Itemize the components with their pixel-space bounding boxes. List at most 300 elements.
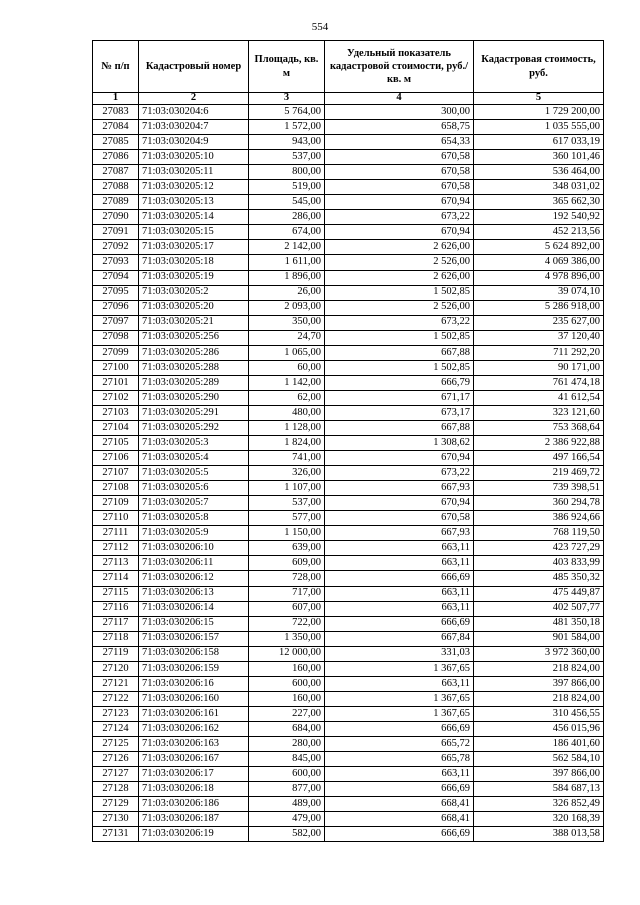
row-number-cell: 27107 <box>93 466 139 481</box>
table-row <box>93 360 604 375</box>
cadastral-number-cell: 71:03:030205:292 <box>139 420 249 435</box>
row-number-cell: 27122 <box>93 691 139 706</box>
area-cell: 480,00 <box>249 405 325 420</box>
row-number-cell: 27130 <box>93 812 139 827</box>
specific-value-cell: 2 526,00 <box>325 300 474 315</box>
cadastral-value-cell: 423 727,29 <box>474 541 604 556</box>
cadastral-number-cell: 71:03:030206:12 <box>139 571 249 586</box>
cadastral-value-cell: 761 474,18 <box>474 375 604 390</box>
area-cell: 24,70 <box>249 330 325 345</box>
row-number-cell: 27085 <box>93 135 139 150</box>
area-cell: 1 065,00 <box>249 345 325 360</box>
row-number-cell: 27092 <box>93 240 139 255</box>
specific-value-cell: 1 367,65 <box>325 661 474 676</box>
area-cell: 280,00 <box>249 736 325 751</box>
cadastral-value-cell: 320 168,39 <box>474 812 604 827</box>
cadastral-value-cell: 739 398,51 <box>474 481 604 496</box>
table-row <box>93 466 604 481</box>
cadastral-number-cell: 71:03:030205:18 <box>139 255 249 270</box>
specific-value-cell: 673,22 <box>325 466 474 481</box>
table-row <box>93 812 604 827</box>
cadastral-value-table <box>92 40 604 842</box>
cadastral-number-cell: 71:03:030205:19 <box>139 270 249 285</box>
area-cell: 326,00 <box>249 466 325 481</box>
cadastral-number-cell: 71:03:030205:14 <box>139 210 249 225</box>
table-row <box>93 150 604 165</box>
specific-value-cell: 666,69 <box>325 571 474 586</box>
cadastral-number-cell: 71:03:030206:14 <box>139 601 249 616</box>
cadastral-number-cell: 71:03:030205:8 <box>139 511 249 526</box>
area-cell: 1 896,00 <box>249 270 325 285</box>
row-number-cell: 27091 <box>93 225 139 240</box>
area-cell: 639,00 <box>249 541 325 556</box>
specific-value-cell: 666,79 <box>325 375 474 390</box>
area-cell: 1 107,00 <box>249 481 325 496</box>
cadastral-value-cell: 397 866,00 <box>474 767 604 782</box>
cadastral-number-cell: 71:03:030205:15 <box>139 225 249 240</box>
cadastral-value-cell: 768 119,50 <box>474 526 604 541</box>
table-row <box>93 180 604 195</box>
specific-value-cell: 667,88 <box>325 345 474 360</box>
area-cell: 62,00 <box>249 390 325 405</box>
cadastral-number-cell: 71:03:030205:13 <box>139 195 249 210</box>
cadastral-value-cell: 753 368,64 <box>474 420 604 435</box>
cadastral-value-cell: 219 469,72 <box>474 466 604 481</box>
area-cell: 160,00 <box>249 691 325 706</box>
cadastral-value-cell: 562 584,10 <box>474 752 604 767</box>
table-row <box>93 300 604 315</box>
specific-value-cell: 673,17 <box>325 405 474 420</box>
area-cell: 489,00 <box>249 797 325 812</box>
cadastral-number-cell: 71:03:030205:288 <box>139 360 249 375</box>
header-specific-value: Удельный показатель кадастровой стоимости, руб./кв. м <box>325 41 474 93</box>
cadastral-value-cell: 475 449,87 <box>474 586 604 601</box>
cadastral-value-cell: 3 972 360,00 <box>474 646 604 661</box>
area-cell: 728,00 <box>249 571 325 586</box>
area-cell: 5 764,00 <box>249 105 325 120</box>
specific-value-cell: 663,11 <box>325 676 474 691</box>
row-number-cell: 27106 <box>93 451 139 466</box>
cadastral-value-cell: 1 729 200,00 <box>474 105 604 120</box>
row-number-cell: 27115 <box>93 586 139 601</box>
area-cell: 1 824,00 <box>249 436 325 451</box>
column-number: 2 <box>139 93 249 105</box>
table-row <box>93 797 604 812</box>
specific-value-cell: 658,75 <box>325 120 474 135</box>
cadastral-value-cell: 456 015,96 <box>474 721 604 736</box>
specific-value-cell: 300,00 <box>325 105 474 120</box>
area-cell: 607,00 <box>249 601 325 616</box>
cadastral-number-cell: 71:03:030205:7 <box>139 496 249 511</box>
cadastral-value-cell: 186 401,60 <box>474 736 604 751</box>
area-cell: 2 093,00 <box>249 300 325 315</box>
cadastral-number-cell: 71:03:030205:17 <box>139 240 249 255</box>
row-number-cell: 27116 <box>93 601 139 616</box>
cadastral-number-cell: 71:03:030205:20 <box>139 300 249 315</box>
row-number-cell: 27105 <box>93 436 139 451</box>
specific-value-cell: 663,11 <box>325 601 474 616</box>
cadastral-value-cell: 711 292,20 <box>474 345 604 360</box>
row-number-cell: 27127 <box>93 767 139 782</box>
cadastral-value-cell: 2 386 922,88 <box>474 436 604 451</box>
cadastral-value-cell: 192 540,92 <box>474 210 604 225</box>
table-row <box>93 721 604 736</box>
table-row <box>93 330 604 345</box>
cadastral-number-cell: 71:03:030206:167 <box>139 752 249 767</box>
cadastral-number-cell: 71:03:030206:18 <box>139 782 249 797</box>
specific-value-cell: 1 502,85 <box>325 360 474 375</box>
table-row <box>93 420 604 435</box>
specific-value-cell: 665,78 <box>325 752 474 767</box>
table-row <box>93 782 604 797</box>
row-number-cell: 27104 <box>93 420 139 435</box>
row-number-cell: 27131 <box>93 827 139 842</box>
cadastral-number-cell: 71:03:030205:2 <box>139 285 249 300</box>
header-row-number: № п/п <box>93 41 139 93</box>
row-number-cell: 27111 <box>93 526 139 541</box>
table-row <box>93 706 604 721</box>
column-number: 4 <box>325 93 474 105</box>
cadastral-number-cell: 71:03:030205:3 <box>139 436 249 451</box>
specific-value-cell: 1 308,62 <box>325 436 474 451</box>
table-row <box>93 676 604 691</box>
specific-value-cell: 670,58 <box>325 165 474 180</box>
row-number-cell: 27108 <box>93 481 139 496</box>
table-row <box>93 105 604 120</box>
table-row <box>93 691 604 706</box>
specific-value-cell: 673,22 <box>325 210 474 225</box>
cadastral-number-cell: 71:03:030205:4 <box>139 451 249 466</box>
cadastral-number-cell: 71:03:030206:13 <box>139 586 249 601</box>
cadastral-number-cell: 71:03:030206:19 <box>139 827 249 842</box>
specific-value-cell: 1 367,65 <box>325 691 474 706</box>
cadastral-value-cell: 1 035 555,00 <box>474 120 604 135</box>
row-number-cell: 27100 <box>93 360 139 375</box>
cadastral-value-cell: 218 824,00 <box>474 661 604 676</box>
area-cell: 286,00 <box>249 210 325 225</box>
cadastral-value-cell: 348 031,02 <box>474 180 604 195</box>
cadastral-number-cell: 71:03:030206:11 <box>139 556 249 571</box>
cadastral-value-cell: 617 033,19 <box>474 135 604 150</box>
specific-value-cell: 666,69 <box>325 827 474 842</box>
cadastral-value-cell: 310 456,55 <box>474 706 604 721</box>
table-row <box>93 631 604 646</box>
table-row <box>93 541 604 556</box>
cadastral-number-cell: 71:03:030205:289 <box>139 375 249 390</box>
area-cell: 160,00 <box>249 661 325 676</box>
row-number-cell: 27121 <box>93 676 139 691</box>
area-cell: 800,00 <box>249 165 325 180</box>
cadastral-number-cell: 71:03:030204:6 <box>139 105 249 120</box>
cadastral-value-cell: 4 069 386,00 <box>474 255 604 270</box>
page-number: 554 <box>311 21 329 33</box>
cadastral-value-cell: 326 852,49 <box>474 797 604 812</box>
table-row <box>93 285 604 300</box>
table-row <box>93 827 604 842</box>
specific-value-cell: 668,41 <box>325 797 474 812</box>
specific-value-cell: 1 367,65 <box>325 706 474 721</box>
cadastral-value-cell: 218 824,00 <box>474 691 604 706</box>
area-cell: 1 611,00 <box>249 255 325 270</box>
cadastral-number-cell: 71:03:030205:11 <box>139 165 249 180</box>
row-number-cell: 27114 <box>93 571 139 586</box>
row-number-cell: 27124 <box>93 721 139 736</box>
specific-value-cell: 1 502,85 <box>325 285 474 300</box>
column-number: 5 <box>474 93 604 105</box>
header-area: Площадь, кв. м <box>249 41 325 93</box>
cadastral-number-cell: 71:03:030205:290 <box>139 390 249 405</box>
specific-value-cell: 663,11 <box>325 586 474 601</box>
area-cell: 1 142,00 <box>249 375 325 390</box>
table-row <box>93 225 604 240</box>
specific-value-cell: 667,84 <box>325 631 474 646</box>
row-number-cell: 27119 <box>93 646 139 661</box>
area-cell: 582,00 <box>249 827 325 842</box>
specific-value-cell: 667,88 <box>325 420 474 435</box>
row-number-cell: 27088 <box>93 180 139 195</box>
cadastral-value-cell: 536 464,00 <box>474 165 604 180</box>
area-cell: 943,00 <box>249 135 325 150</box>
row-number-cell: 27125 <box>93 736 139 751</box>
table-row <box>93 345 604 360</box>
area-cell: 674,00 <box>249 225 325 240</box>
cadastral-number-cell: 71:03:030206:186 <box>139 797 249 812</box>
cadastral-value-cell: 235 627,00 <box>474 315 604 330</box>
cadastral-number-cell: 71:03:030206:160 <box>139 691 249 706</box>
table-row <box>93 481 604 496</box>
area-cell: 545,00 <box>249 195 325 210</box>
table-row <box>93 135 604 150</box>
row-number-cell: 27086 <box>93 150 139 165</box>
table-row <box>93 752 604 767</box>
specific-value-cell: 666,69 <box>325 721 474 736</box>
area-cell: 609,00 <box>249 556 325 571</box>
row-number-cell: 27103 <box>93 405 139 420</box>
area-cell: 1 128,00 <box>249 420 325 435</box>
area-cell: 1 350,00 <box>249 631 325 646</box>
row-number-cell: 27087 <box>93 165 139 180</box>
cadastral-number-cell: 71:03:030206:157 <box>139 631 249 646</box>
area-cell: 26,00 <box>249 285 325 300</box>
table-row <box>93 511 604 526</box>
cadastral-value-cell: 397 866,00 <box>474 676 604 691</box>
table-row <box>93 195 604 210</box>
specific-value-cell: 666,69 <box>325 616 474 631</box>
cadastral-value-cell: 402 507,77 <box>474 601 604 616</box>
table-row <box>93 255 604 270</box>
specific-value-cell: 331,03 <box>325 646 474 661</box>
row-number-cell: 27113 <box>93 556 139 571</box>
cadastral-value-cell: 901 584,00 <box>474 631 604 646</box>
cadastral-value-cell: 90 171,00 <box>474 360 604 375</box>
area-cell: 537,00 <box>249 496 325 511</box>
specific-value-cell: 670,58 <box>325 150 474 165</box>
row-number-cell: 27120 <box>93 661 139 676</box>
row-number-cell: 27094 <box>93 270 139 285</box>
area-cell: 12 000,00 <box>249 646 325 661</box>
table-body <box>93 105 604 842</box>
row-number-cell: 27102 <box>93 390 139 405</box>
table-row <box>93 586 604 601</box>
cadastral-number-cell: 71:03:030205:5 <box>139 466 249 481</box>
row-number-cell: 27112 <box>93 541 139 556</box>
row-number-cell: 27109 <box>93 496 139 511</box>
cadastral-value-cell: 5 286 918,00 <box>474 300 604 315</box>
table-row <box>93 375 604 390</box>
row-number-cell: 27090 <box>93 210 139 225</box>
specific-value-cell: 670,94 <box>325 496 474 511</box>
header-cadastral-number: Кадастровый номер <box>139 41 249 93</box>
specific-value-cell: 666,69 <box>325 782 474 797</box>
cadastral-number-cell: 71:03:030205:9 <box>139 526 249 541</box>
specific-value-cell: 667,93 <box>325 526 474 541</box>
table-row <box>93 661 604 676</box>
specific-value-cell: 670,94 <box>325 195 474 210</box>
column-number-row <box>93 93 604 105</box>
table-row <box>93 571 604 586</box>
cadastral-value-cell: 39 074,10 <box>474 285 604 300</box>
row-number-cell: 27118 <box>93 631 139 646</box>
specific-value-cell: 667,93 <box>325 481 474 496</box>
cadastral-number-cell: 71:03:030205:256 <box>139 330 249 345</box>
row-number-cell: 27097 <box>93 315 139 330</box>
area-cell: 684,00 <box>249 721 325 736</box>
area-cell: 577,00 <box>249 511 325 526</box>
specific-value-cell: 665,72 <box>325 736 474 751</box>
area-cell: 717,00 <box>249 586 325 601</box>
area-cell: 227,00 <box>249 706 325 721</box>
cadastral-value-cell: 365 662,30 <box>474 195 604 210</box>
cadastral-number-cell: 71:03:030206:16 <box>139 676 249 691</box>
cadastral-value-cell: 4 978 896,00 <box>474 270 604 285</box>
row-number-cell: 27126 <box>93 752 139 767</box>
cadastral-number-cell: 71:03:030206:10 <box>139 541 249 556</box>
table-row <box>93 165 604 180</box>
area-cell: 2 142,00 <box>249 240 325 255</box>
specific-value-cell: 671,17 <box>325 390 474 405</box>
row-number-cell: 27083 <box>93 105 139 120</box>
cadastral-value-cell: 360 101,46 <box>474 150 604 165</box>
specific-value-cell: 2 626,00 <box>325 270 474 285</box>
specific-value-cell: 663,11 <box>325 767 474 782</box>
table-row <box>93 496 604 511</box>
row-number-cell: 27095 <box>93 285 139 300</box>
area-cell: 600,00 <box>249 767 325 782</box>
row-number-cell: 27123 <box>93 706 139 721</box>
cadastral-number-cell: 71:03:030205:6 <box>139 481 249 496</box>
cadastral-value-cell: 37 120,40 <box>474 330 604 345</box>
specific-value-cell: 663,11 <box>325 541 474 556</box>
cadastral-value-cell: 323 121,60 <box>474 405 604 420</box>
row-number-cell: 27129 <box>93 797 139 812</box>
table-row <box>93 526 604 541</box>
row-number-cell: 27098 <box>93 330 139 345</box>
cadastral-value-cell: 388 013,58 <box>474 827 604 842</box>
table-row <box>93 390 604 405</box>
cadastral-number-cell: 71:03:030206:15 <box>139 616 249 631</box>
row-number-cell: 27096 <box>93 300 139 315</box>
specific-value-cell: 673,22 <box>325 315 474 330</box>
cadastral-value-cell: 584 687,13 <box>474 782 604 797</box>
cadastral-number-cell: 71:03:030206:163 <box>139 736 249 751</box>
specific-value-cell: 2 526,00 <box>325 255 474 270</box>
specific-value-cell: 670,58 <box>325 511 474 526</box>
table-row <box>93 405 604 420</box>
row-number-cell: 27110 <box>93 511 139 526</box>
row-number-cell: 27101 <box>93 375 139 390</box>
row-number-cell: 27084 <box>93 120 139 135</box>
table-row <box>93 315 604 330</box>
table-row <box>93 210 604 225</box>
area-cell: 600,00 <box>249 676 325 691</box>
area-cell: 1 150,00 <box>249 526 325 541</box>
specific-value-cell: 2 626,00 <box>325 240 474 255</box>
specific-value-cell: 654,33 <box>325 135 474 150</box>
area-cell: 350,00 <box>249 315 325 330</box>
row-number-cell: 27117 <box>93 616 139 631</box>
column-number: 3 <box>249 93 325 105</box>
cadastral-number-cell: 71:03:030206:187 <box>139 812 249 827</box>
cadastral-number-cell: 71:03:030204:9 <box>139 135 249 150</box>
table-row <box>93 436 604 451</box>
cadastral-number-cell: 71:03:030206:158 <box>139 646 249 661</box>
table-row <box>93 616 604 631</box>
row-number-cell: 27093 <box>93 255 139 270</box>
cadastral-value-cell: 360 294,78 <box>474 496 604 511</box>
table-row <box>93 736 604 751</box>
header-cadastral-value: Кадастровая стоимость, руб. <box>474 41 604 93</box>
area-cell: 1 572,00 <box>249 120 325 135</box>
area-cell: 722,00 <box>249 616 325 631</box>
cadastral-number-cell: 71:03:030206:161 <box>139 706 249 721</box>
table-row <box>93 451 604 466</box>
column-number: 1 <box>93 93 139 105</box>
cadastral-number-cell: 71:03:030206:17 <box>139 767 249 782</box>
table-row <box>93 601 604 616</box>
row-number-cell: 27099 <box>93 345 139 360</box>
table-row <box>93 270 604 285</box>
cadastral-value-cell: 497 166,54 <box>474 451 604 466</box>
table-row <box>93 120 604 135</box>
cadastral-value-cell: 481 350,18 <box>474 616 604 631</box>
row-number-cell: 27128 <box>93 782 139 797</box>
cadastral-number-cell: 71:03:030205:21 <box>139 315 249 330</box>
specific-value-cell: 670,94 <box>325 225 474 240</box>
specific-value-cell: 670,58 <box>325 180 474 195</box>
cadastral-value-cell: 485 350,32 <box>474 571 604 586</box>
cadastral-value-cell: 386 924,66 <box>474 511 604 526</box>
cadastral-number-cell: 71:03:030205:12 <box>139 180 249 195</box>
area-cell: 741,00 <box>249 451 325 466</box>
specific-value-cell: 1 502,85 <box>325 330 474 345</box>
table-row <box>93 767 604 782</box>
table-row <box>93 646 604 661</box>
cadastral-number-cell: 71:03:030204:7 <box>139 120 249 135</box>
table-row <box>93 240 604 255</box>
cadastral-number-cell: 71:03:030206:162 <box>139 721 249 736</box>
area-cell: 479,00 <box>249 812 325 827</box>
area-cell: 537,00 <box>249 150 325 165</box>
cadastral-number-cell: 71:03:030205:10 <box>139 150 249 165</box>
cadastral-value-cell: 403 833,99 <box>474 556 604 571</box>
cadastral-value-cell: 5 624 892,00 <box>474 240 604 255</box>
specific-value-cell: 670,94 <box>325 451 474 466</box>
row-number-cell: 27089 <box>93 195 139 210</box>
specific-value-cell: 668,41 <box>325 812 474 827</box>
area-cell: 877,00 <box>249 782 325 797</box>
cadastral-value-cell: 452 213,56 <box>474 225 604 240</box>
table-row <box>93 556 604 571</box>
